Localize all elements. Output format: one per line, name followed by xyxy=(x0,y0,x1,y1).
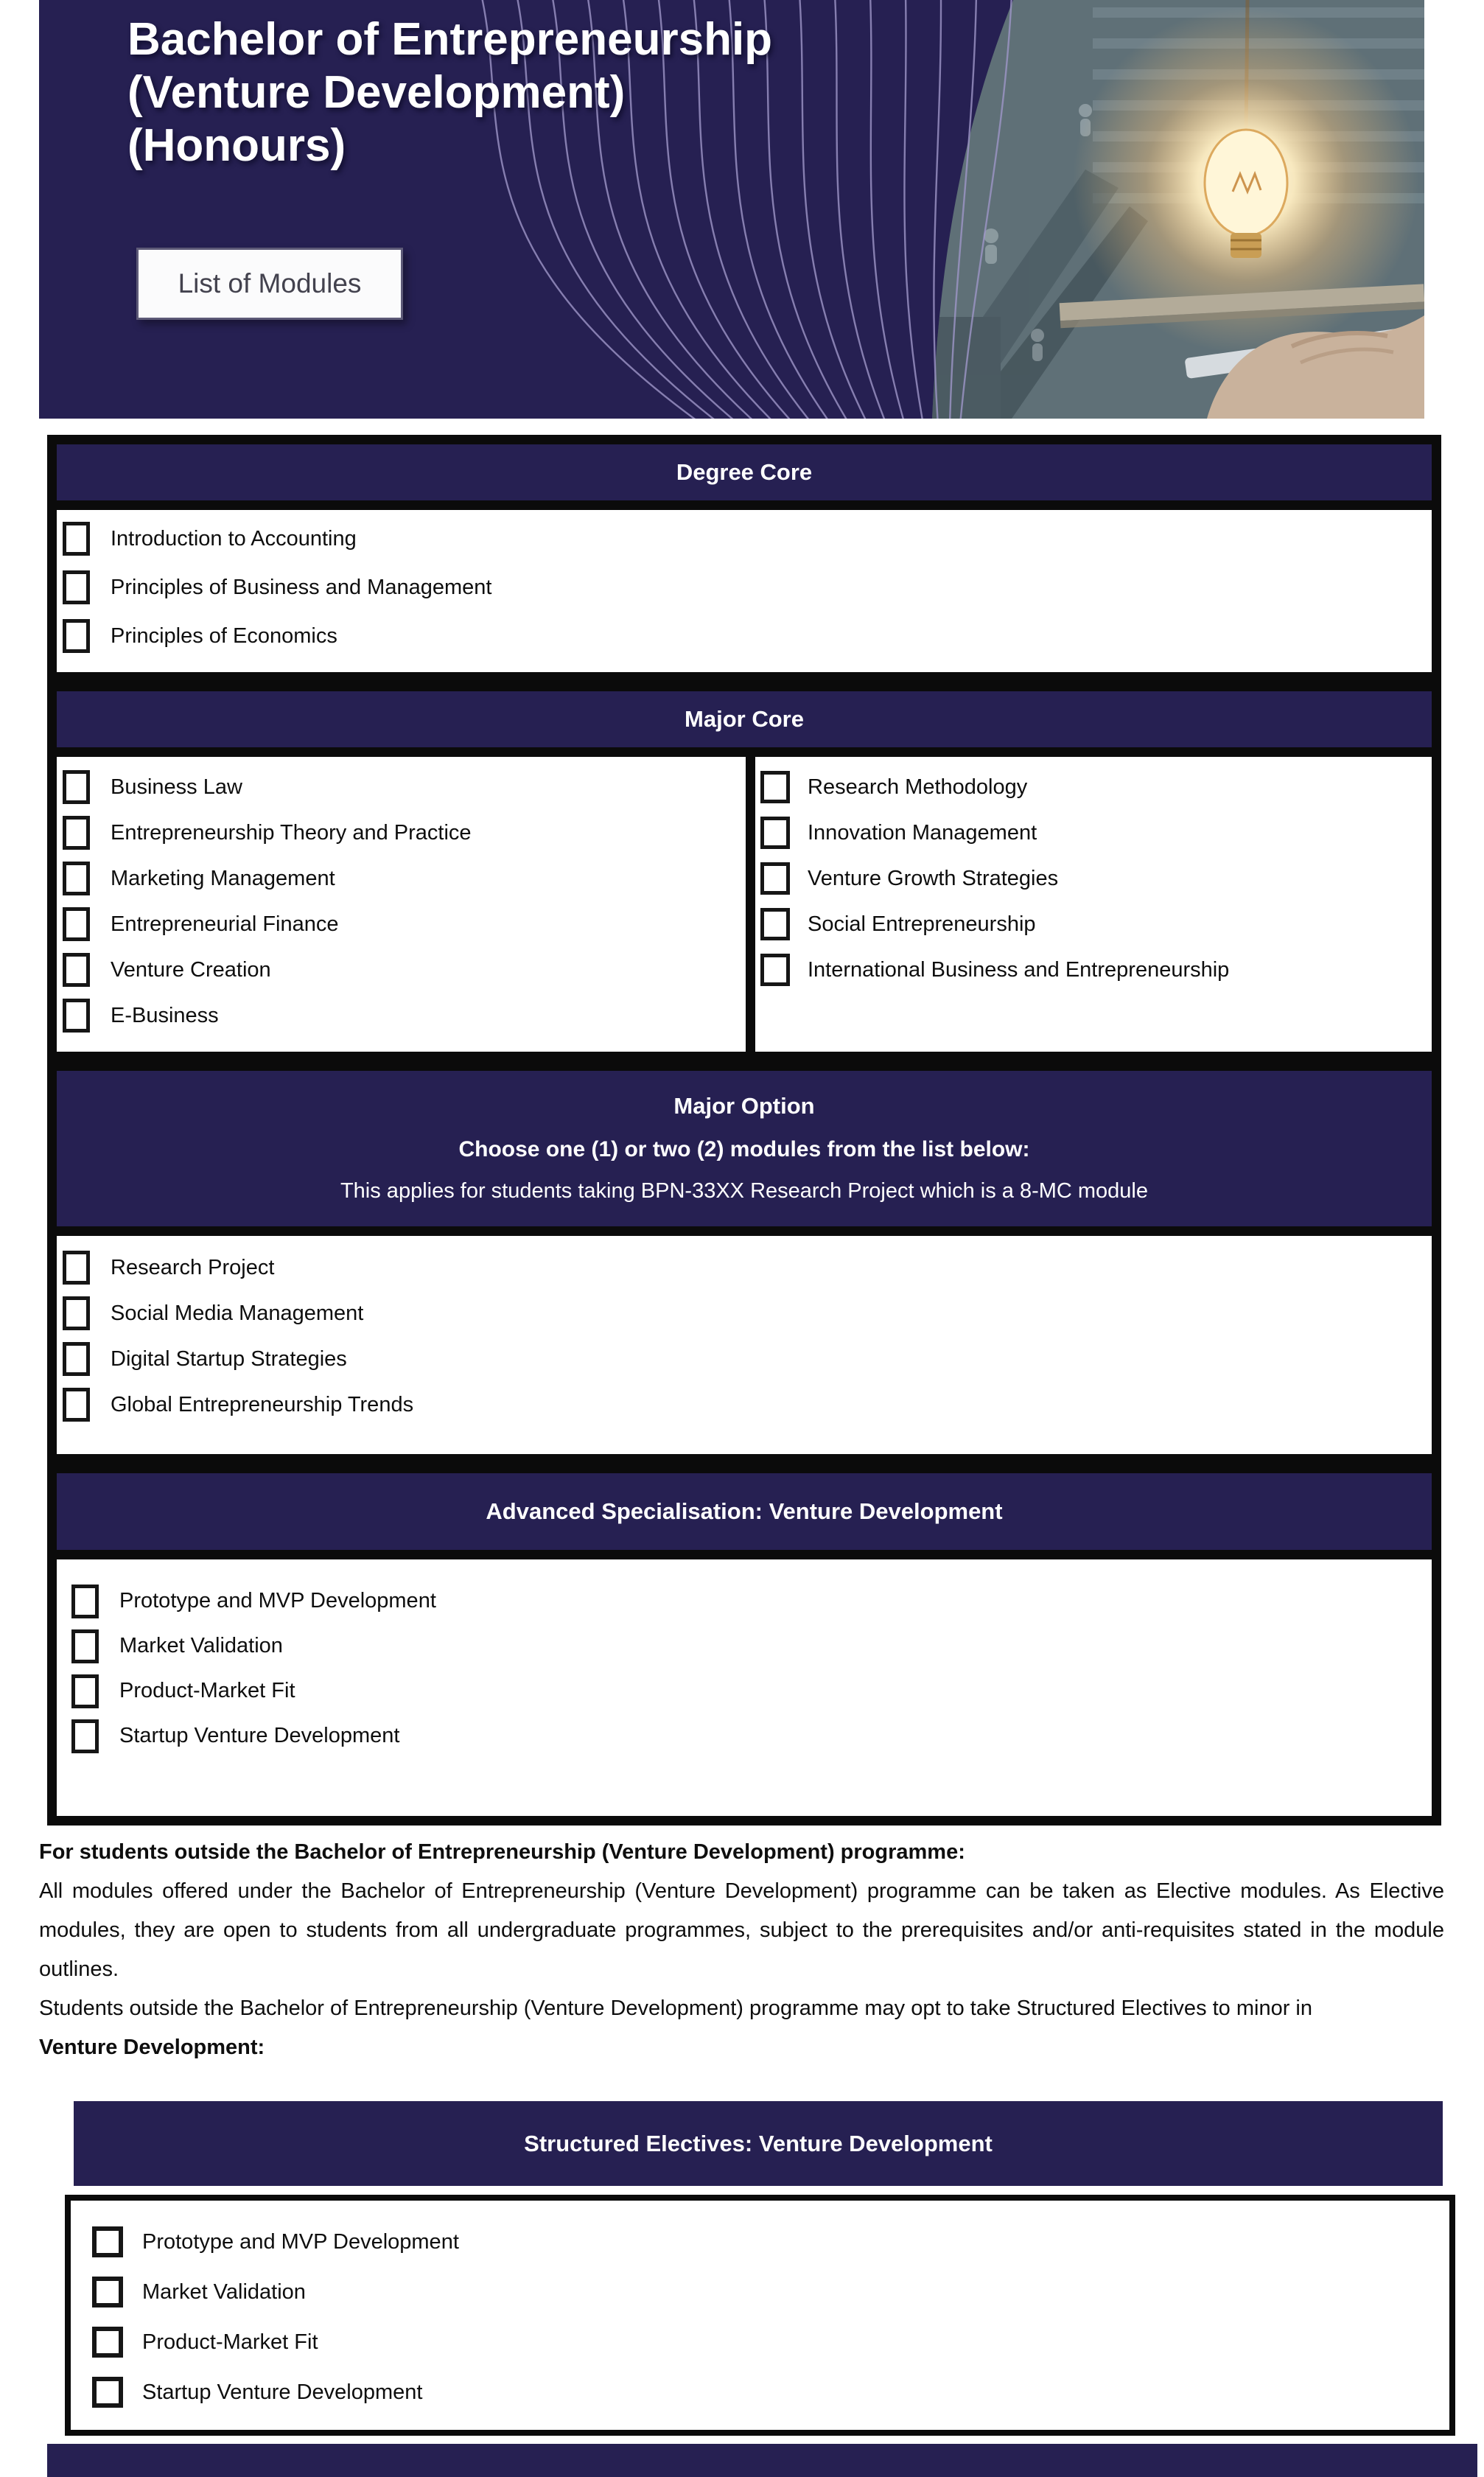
module-label: Venture Growth Strategies xyxy=(808,866,1059,890)
module-label: Product-Market Fit xyxy=(119,1679,295,1702)
module-label: Entrepreneurship Theory and Practice xyxy=(111,820,472,845)
module-label: Prototype and MVP Development xyxy=(142,2229,459,2254)
module-label: Principles of Business and Management xyxy=(111,575,492,599)
module-item xyxy=(755,856,1432,901)
module-label: Startup Venture Development xyxy=(119,1724,400,1747)
module-label: International Business and Entrepreneurship xyxy=(808,957,1230,982)
module-item xyxy=(755,901,1432,947)
module-item xyxy=(57,514,1432,563)
major-core-left-column xyxy=(57,757,746,1052)
list-of-modules-button[interactable]: List of Modules xyxy=(136,248,403,320)
checkbox[interactable] xyxy=(92,2226,123,2257)
major-option-note: This applies for students taking BPN-33XX Research Project which is a 8-MC module xyxy=(340,1179,1149,1203)
module-label: Venture Creation xyxy=(111,957,271,982)
major-core-columns xyxy=(57,757,1432,1052)
column-divider xyxy=(746,757,755,1052)
module-label: Principles of Economics xyxy=(111,623,337,648)
checkbox[interactable] xyxy=(760,771,790,803)
module-label: Social Media Management xyxy=(111,1301,364,1325)
structured-electives-header: Structured Electives: Venture Development xyxy=(74,2101,1443,2186)
note-body: All modules offered under the Bachelor of Entrepreneurship (Venture Development) programme can be taken as Elective modules. As Elective modules, they are open to students from all undergraduate programmes, subject to the prerequisites and/or anti-requisites stated in the module outlines. xyxy=(39,1879,1444,1981)
module-item xyxy=(57,563,1432,612)
degree-core-items xyxy=(57,510,1432,672)
module-item xyxy=(57,810,746,856)
module-item xyxy=(57,993,746,1038)
module-label: Prototype and MVP Development xyxy=(119,1589,436,1613)
module-item xyxy=(57,1669,1432,1713)
checkbox[interactable] xyxy=(760,954,790,986)
module-label: Global Entrepreneurship Trends xyxy=(111,1392,414,1416)
checkbox[interactable] xyxy=(63,953,90,987)
checkbox[interactable] xyxy=(63,907,90,941)
major-core-header: Major Core xyxy=(57,691,1432,757)
module-label: Introduction to Accounting xyxy=(111,526,357,551)
module-item xyxy=(57,856,746,901)
checkbox[interactable] xyxy=(63,522,90,556)
module-label: Entrepreneurial Finance xyxy=(111,912,339,936)
module-label: Product-Market Fit xyxy=(142,2330,318,2354)
module-item xyxy=(755,947,1432,993)
checkbox[interactable] xyxy=(63,862,90,895)
advanced-specialisation-items xyxy=(57,1559,1432,1816)
checkbox[interactable] xyxy=(63,816,90,850)
module-label: Research Methodology xyxy=(808,775,1028,799)
module-item xyxy=(755,810,1432,856)
major-option-items xyxy=(57,1236,1432,1454)
checkbox[interactable] xyxy=(92,2277,123,2307)
module-item xyxy=(57,612,1432,660)
page-title-line2: (Venture Development) xyxy=(127,67,626,118)
checkbox[interactable] xyxy=(63,570,90,604)
checkbox[interactable] xyxy=(63,619,90,653)
module-label: Innovation Management xyxy=(808,820,1037,845)
checkbox[interactable] xyxy=(760,908,790,940)
major-option-instruction: Choose one (1) or two (2) modules from the list below: xyxy=(458,1137,1030,1161)
checkbox[interactable] xyxy=(760,817,790,849)
checkbox[interactable] xyxy=(63,999,90,1033)
module-label: Market Validation xyxy=(142,2279,306,2304)
module-item xyxy=(71,2267,1449,2317)
next-section-header-partial xyxy=(47,2444,1477,2477)
section-structured-electives xyxy=(65,2195,1455,2436)
advanced-specialisation-header: Advanced Specialisation: Venture Development xyxy=(57,1473,1432,1559)
module-item xyxy=(57,1290,1432,1336)
module-label: Social Entrepreneurship xyxy=(808,912,1036,936)
module-item xyxy=(57,901,746,947)
hero-banner xyxy=(39,0,1424,419)
module-item xyxy=(71,2217,1449,2267)
section-advanced-specialisation xyxy=(47,1464,1441,1826)
module-label: Digital Startup Strategies xyxy=(111,1346,347,1371)
checkbox[interactable] xyxy=(63,1342,90,1376)
module-item xyxy=(57,1713,1432,1758)
elective-note xyxy=(39,1833,1444,2067)
page-title-line3: (Honours) xyxy=(127,120,346,171)
checkbox[interactable] xyxy=(71,1585,99,1618)
section-degree-core xyxy=(47,435,1441,682)
module-item xyxy=(57,1579,1432,1624)
major-core-right-column xyxy=(755,757,1432,1052)
major-option-header xyxy=(57,1071,1432,1236)
module-item xyxy=(57,1245,1432,1290)
module-label: Research Project xyxy=(111,1255,275,1279)
module-item xyxy=(57,764,746,810)
section-major-option xyxy=(47,1061,1441,1464)
degree-core-header: Degree Core xyxy=(57,444,1432,510)
module-label: Business Law xyxy=(111,775,242,799)
note-heading: For students outside the Bachelor of Entrepreneurship (Venture Development) programme: xyxy=(39,1840,965,1864)
section-major-core xyxy=(47,682,1441,1061)
module-item xyxy=(57,947,746,993)
module-label: Market Validation xyxy=(119,1634,283,1657)
module-item xyxy=(71,2367,1449,2417)
page-title-line1: Bachelor of Entrepreneurship xyxy=(127,14,773,65)
note-body2-bold: Venture Development: xyxy=(39,2036,265,2059)
checkbox[interactable] xyxy=(71,1719,99,1753)
major-option-title: Major Option xyxy=(673,1093,815,1119)
checkbox[interactable] xyxy=(92,2327,123,2358)
note-body2: Students outside the Bachelor of Entrepreneurship (Venture Development) programme may opt to take Structured Electives to minor in xyxy=(39,1996,1313,2020)
checkbox[interactable] xyxy=(71,1629,99,1663)
module-item xyxy=(57,1624,1432,1669)
checkbox[interactable] xyxy=(63,1388,90,1422)
checkbox[interactable] xyxy=(760,862,790,895)
module-item xyxy=(57,1382,1432,1428)
checkbox[interactable] xyxy=(63,1251,90,1285)
module-item xyxy=(57,1336,1432,1382)
page-title xyxy=(127,13,772,172)
module-label: E-Business xyxy=(111,1003,219,1027)
module-label: Marketing Management xyxy=(111,866,335,890)
module-item xyxy=(71,2317,1449,2367)
module-item xyxy=(755,764,1432,810)
checkbox[interactable] xyxy=(63,1296,90,1330)
module-label: Startup Venture Development xyxy=(142,2380,423,2404)
checkbox[interactable] xyxy=(92,2377,123,2408)
checkbox[interactable] xyxy=(63,770,90,804)
checkbox[interactable] xyxy=(71,1674,99,1708)
